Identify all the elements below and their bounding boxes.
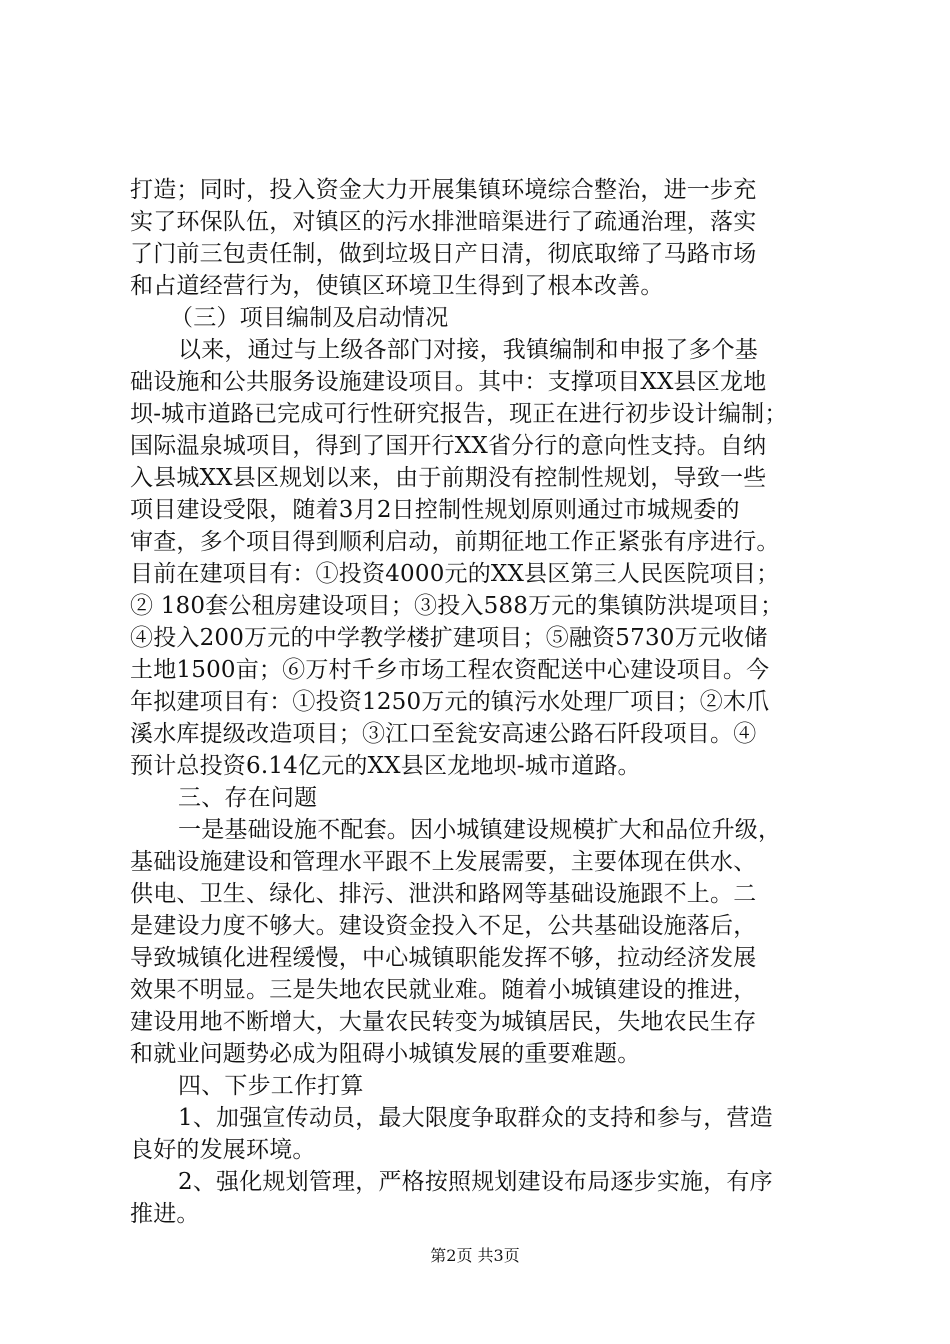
body-text-line: 基础设施建设和管理水平跟不上发展需要，主要体现在供水、 <box>130 849 757 875</box>
body-text-line: 一是基础设施不配套。因小城镇建设规模扩大和品位升级， <box>178 817 782 843</box>
body-text-line: 础设施和公共服务设施建设项目。其中：支撑项目XX县区龙地 <box>130 369 767 395</box>
body-text-line: 项目建设受限，随着3月2日控制性规划原则通过市城规委的 <box>130 497 740 523</box>
body-text-line: 良好的发展环境。 <box>130 1137 316 1163</box>
body-text-line: 和占道经营行为，使镇区环境卫生得到了根本改善。 <box>130 273 664 299</box>
body-text-line: 打造；同时，投入资金大力开展集镇环境综合整治，进一步充 <box>130 177 757 203</box>
body-text-line: 推进。 <box>130 1201 200 1227</box>
body-text-line: 入县城XX县区规划以来，由于前期没有控制性规划，导致一些 <box>130 465 767 491</box>
page-number-footer: 第2页 共3页 <box>430 1246 520 1265</box>
section-heading: （三）项目编制及启动情况 <box>170 305 449 331</box>
body-text-line: 国际温泉城项目，得到了国开行XX省分行的意向性支持。自纳 <box>130 433 767 459</box>
body-text-line: 实了环保队伍，对镇区的污水排泄暗渠进行了疏通治理，落实 <box>130 209 757 235</box>
body-text-line: 年拟建项目有：①投资1250万元的镇污水处理厂项目；②木爪 <box>130 689 770 715</box>
body-text-line: 土地1500亩；⑥万村千乡市场工程农资配送中心建设项目。今 <box>130 657 770 683</box>
section-heading: 四、下步工作打算 <box>178 1073 364 1099</box>
body-text-line: 坝-城市道路已完成可行性研究报告，现正在进行初步设计编制； <box>130 401 788 427</box>
body-text-line: 了门前三包责任制，做到垃圾日产日清，彻底取缔了马路市场 <box>130 241 757 267</box>
body-text-line: 以来，通过与上级各部门对接，我镇编制和申报了多个基 <box>178 337 758 363</box>
body-text-line: 效果不明显。三是失地农民就业难。随着小城镇建设的推进， <box>130 977 757 1003</box>
body-text-line: 和就业问题势必成为阻碍小城镇发展的重要难题。 <box>130 1041 641 1067</box>
section-heading: 三、存在问题 <box>178 785 318 811</box>
body-text-line: 预计总投资6.14亿元的XX县区龙地坝-城市道路。 <box>130 753 641 779</box>
body-text-line: 是建设力度不够大。建设资金投入不足，公共基础设施落后， <box>130 913 757 939</box>
body-text-line: 目前在建项目有：①投资4000元的XX县区第三人民医院项目； <box>130 561 780 587</box>
body-text-line: 1、加强宣传动员，最大限度争取群众的支持和参与，营造 <box>178 1105 773 1131</box>
body-text-line: 溪水库提级改造项目；③江口至瓮安高速公路石阡段项目。④ <box>130 721 757 747</box>
body-text-line: ④投入200万元的中学教学楼扩建项目；⑤融资5730万元收储 <box>130 625 768 651</box>
body-text-line: ② 180套公租房建设项目；③投入588万元的集镇防洪堤项目； <box>130 593 784 619</box>
body-text-line: 2、强化规划管理，严格按照规划建设布局逐步实施，有序 <box>178 1169 773 1195</box>
body-text-line: 审查，多个项目得到顺利启动，前期征地工作正紧张有序进行。 <box>130 529 780 555</box>
body-text-line: 导致城镇化进程缓慢，中心城镇职能发挥不够，拉动经济发展 <box>130 945 757 971</box>
body-text-line: 供电、卫生、绿化、排污、泄洪和路网等基础设施跟不上。二 <box>130 881 757 907</box>
body-text-line: 建设用地不断增大，大量农民转变为城镇居民，失地农民生存 <box>130 1009 757 1035</box>
